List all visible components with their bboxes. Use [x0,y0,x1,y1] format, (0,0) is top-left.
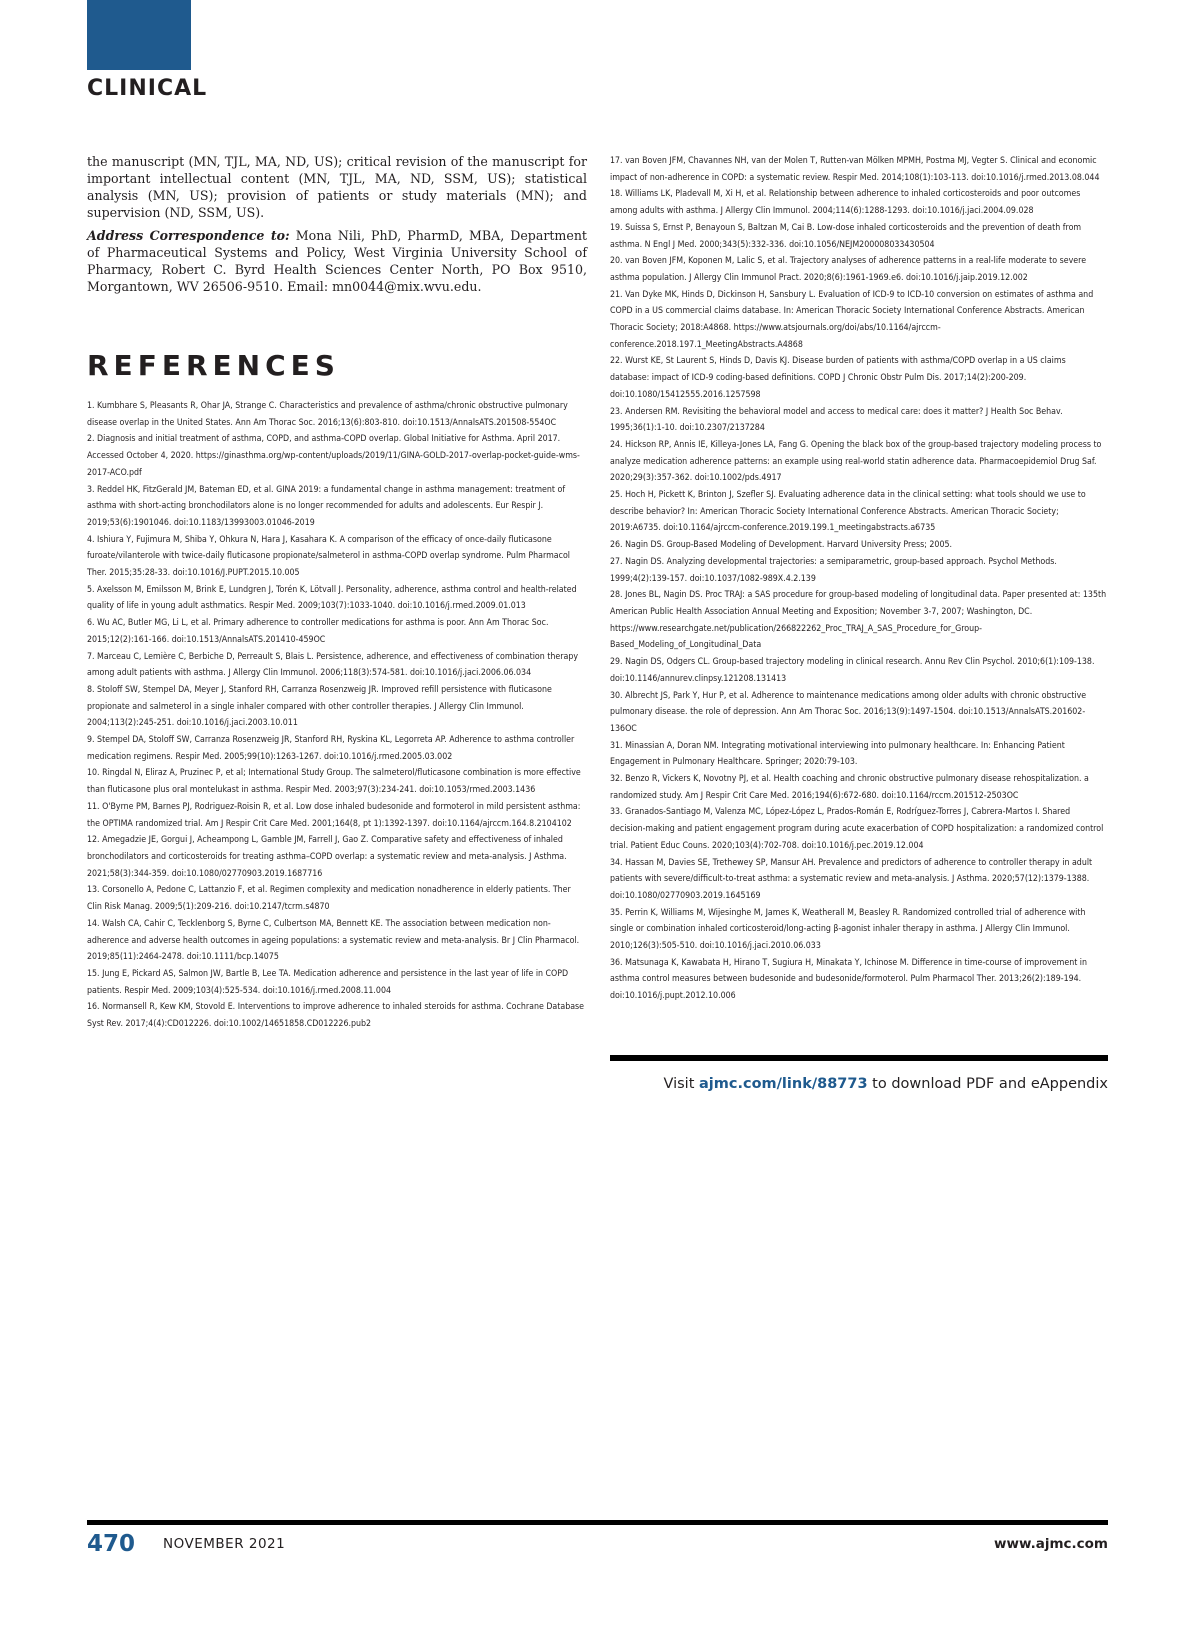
reference-item: 36. Matsunaga K, Kawabata H, Hirano T, Sugiura H, Minakata Y, Ichinose M. Difference in time-course of improvement in asthma control measures between budesonide and budesonide/formoterol. Pulm Pharmacol Ther. 2013;26(2):189-194. doi:10.1016/j.pupt.2012.10.006 [610,956,1088,1002]
reference-item: 35. Perrin K, Williams M, Wijesinghe M, James K, Weatherall M, Beasley R. Randomized controlled trial of adherence with single or combination inhaled corticosteroid/long-acting β-agonist inhaler therapy in asthma. J Allergy Clin Immunol. 2010;126(3):505-510. doi:10.1016/j.jaci.2010.06.033 [610,906,1086,952]
reference-item: 24. Hickson RP, Annis IE, Killeya-Jones LA, Fang G. Opening the black box of the group-based trajectory modeling process to analyze medication adherence patterns: an example using real-world statin adherence data. Pharmacoepidemiol Drug Saf. 2020;29(3):357-362. doi:10.1002/pds.4917 [610,438,1102,484]
website-link[interactable]: www.ajmc.com [994,1536,1108,1552]
reference-item: 2. Diagnosis and initial treatment of asthma, COPD, and asthma-COPD overlap. Global Initiative for Asthma. April 2017. Accessed October 4, 2020. https://ginasthma.org/wp-content/uploads/2019/11/GINA-GOLD-2017-overlap-pocket-guide-wms-2017-ACO.pdf [87,433,580,478]
reference-item: 15. Jung E, Pickard AS, Salmon JW, Bartle B, Lee TA. Medication adherence and persistence in the last year of life in COPD patients. Respir Med. 2009;103(4):525-534. doi:10.1016/j.rmed.2008.11.004 [87,967,569,996]
divider-rule [610,1055,1108,1061]
page-number: 470 [87,1531,136,1557]
references-list-left [87,398,587,1033]
reference-item: 8. Stoloff SW, Stempel DA, Meyer J, Stanford RH, Carranza Rosenzweig JR. Improved refill persistence with fluticasone propionate and salmeterol in a single inhaler compared with other controller therapies. J Allergy Clin Immunol. 2004;113(2):245-251. doi:10.1016/j.jaci.2003.10.011 [87,683,552,729]
references-list-right [610,153,1108,1005]
address-label: Address Correspondence to: [87,228,290,243]
section-color-tab [87,0,191,70]
reference-item: 19. Suissa S, Ernst P, Benayoun S, Baltzan M, Cai B. Low-dose inhaled corticosteroids and the prevention of death from asthma. N Engl J Med. 2000;343(5):332-336. doi:10.1056/NEJM200008033430504 [610,221,1082,250]
reference-item: 1. Kumbhare S, Pleasants R, Ohar JA, Strange C. Characteristics and prevalence of asthma/chronic obstructive pulmonary disease overlap in the United States. Ann Am Thorac Soc. 2016;13(6):803-810. doi:10.1513/AnnalsATS.201508-554OC [87,400,568,428]
reference-item: 13. Corsonello A, Pedone C, Lattanzio F, et al. Regimen complexity and medication nonadherence in elderly patients. Ther Clin Risk Manag. 2009;5(1):209-216. doi:10.2147/tcrm.s4870 [87,884,571,913]
right-column [610,153,1108,1005]
reference-item: 14. Walsh CA, Cahir C, Tecklenborg S, Byrne C, Culbertson MA, Bennett KE. The association between medication non-adherence and adverse health outcomes in ageing populations: a systematic review and meta-analysis. Br J Clin Pharmacol. 2019;85(11):2464-2478. doi:10.1111/bcp.14075 [87,917,580,963]
reference-item: 26. Nagin DS. Group-Based Modeling of Development. Harvard University Press; 2005. [610,539,953,551]
reference-item: 18. Williams LK, Pladevall M, Xi H, et al. Relationship between adherence to inhaled corticosteroids and poor outcomes among adults with asthma. J Allergy Clin Immunol. 2004;114(6):1288-1293. doi:10.1016/j.jaci.2004.09.028 [610,188,1081,217]
reference-item: 22. Wurst KE, St Laurent S, Hinds D, Davis KJ. Disease burden of patients with asthma/COPD overlap in a US claims database: impact of ICD-9 coding-based definitions. COPD J Chronic Obstr Pulm Dis. 2017;14(2):200-209. doi:10.1080/15412555.2016.1257598 [610,355,1066,400]
section-label: CLINICAL [87,76,208,101]
left-column [87,153,587,1033]
reference-item: 34. Hassan M, Davies SE, Trethewey SP, Mansur AH. Prevalence and predictors of adherence to controller therapy in adult patients with severe/difficult-to-treat asthma: a systematic review and meta-analysis. J Asthma. 2020;57(12):1379-1388. doi:10.1080/02770903.2019.1645169 [610,856,1093,901]
reference-item: 5. Axelsson M, Emilsson M, Brink E, Lundgren J, Torén K, Lötvall J. Personality, adherence, asthma control and health-related quality of life in young adult asthmatics. Respir Med. 2009;103(7):1033-1040. doi:10.1016/j.rmed.2009.01.013 [87,583,577,612]
reference-item: 32. Benzo R, Vickers K, Novotny PJ, et al. Health coaching and chronic obstructive pulmonary disease rehospitalization. a randomized study. Am J Respir Crit Care Med. 2016;194(6):672-680. doi:10.1164/rccm.201512-2503OC [610,773,1089,801]
visit-suffix: to download PDF and eAppendix [867,1076,1108,1092]
reference-item: 7. Marceau C, Lemière C, Berbiche D, Perreault S, Blais L. Persistence, adherence, and effectiveness of combination therapy among adult patients with asthma. J Allergy Clin Immunol. 2006;118(3):574-581. doi:10.1016/j.jaci.2006.06.034 [87,650,579,679]
reference-item: 12. Amegadzie JE, Gorgui J, Acheampong L, Gamble JM, Farrell J, Gao Z. Comparative safety and effectiveness of inhaled bronchodilators and corticosteroids for treating asthma–COPD overlap: a systematic review and meta-analysis. J Asthma. 2021;58(3):344-359. doi:10.1080/02770903.2019.1687716 [87,834,567,879]
references-heading: REFERENCES [87,349,340,382]
reference-item: 27. Nagin DS. Analyzing developmental trajectories: a semiparametric, group-based approach. Psychol Methods. 1999;4(2):139-157. doi:10.1037/1082-989X.4.2.139 [610,555,1057,584]
reference-item: 10. Ringdal N, Eliraz A, Pruzinec P, et al; International Study Group. The salmeterol/fluticasone combination is more effective than fluticasone plus oral montelukast in asthma. Respir Med. 2003;97(3):234-241. doi:10.1053/rmed.2003.1436 [87,767,581,796]
issue-date: NOVEMBER 2021 [163,1536,286,1552]
visit-prefix: Visit [663,1076,699,1092]
address-text: Mona Nili, PhD, PharmD, MBA, Department of Pharmaceutical Systems and Policy, West Virginia University School of Pharmacy, Robert C. Byrd Health Sciences Center North, PO Box 9510, Morgantown, WV 26506-9510. Email: mn0044@mix.wvu.edu. [87,228,587,294]
reference-item: 17. van Boven JFM, Chavannes NH, van der Molen T, Rutten-van Mölken MPMH, Postma MJ, Vegter S. Clinical and economic impact of non-adherence in COPD: a systematic review. Respir Med. 2014;108(1):103-113. doi:10.1016/j.rmed.2013.08.044 [610,155,1100,183]
reference-item: 23. Andersen RM. Revisiting the behavioral model and access to medical care: does it matter? J Health Soc Behav. 1995;36(1):1-10. doi:10.2307/2137284 [610,405,1063,434]
reference-item: 25. Hoch H, Pickett K, Brinton J, Szefler SJ. Evaluating adherence data in the clinical setting: what tools should we use to describe behavior? In: American Thoracic Society International Conference Abstracts. American Thoracic Society; 2019:A6735. doi:10.1164/ajrccm-conference.2019.199.1_meetingabstracts.a6735 [610,489,1086,534]
reference-item: 11. O'Byrne PM, Barnes PJ, Rodriguez-Roisin R, et al. Low dose inhaled budesonide and formoterol in mild persistent asthma: the OPTIMA randomized trial. Am J Respir Crit Care Med. 2001;164(8, pt 1):1392-1397. doi:10.1164/ajrccm.164.8.2104102 [87,800,581,829]
reference-item: 3. Reddel HK, FitzGerald JM, Bateman ED, et al. GINA 2019: a fundamental change in asthma management: treatment of asthma with short-acting bronchodilators alone is no longer recommended for adults and adolescents. Eur Respir J. 2019;53(6):1901046. doi:10.1183/13993003.01046-2019 [87,483,566,528]
reference-item: 16. Normansell R, Kew KM, Stovold E. Interventions to improve adherence to inhaled steroids for asthma. Cochrane Database Syst Rev. 2017;4(4):CD012226. doi:10.1002/14651858.CD012226.pub2 [87,1001,585,1030]
reference-item: 6. Wu AC, Butler MG, Li L, et al. Primary adherence to controller medications for asthma is poor. Ann Am Thorac Soc. 2015;12(2):161-166. doi:10.1513/AnnalsATS.201410-459OC [87,617,549,645]
reference-item: 20. van Boven JFM, Koponen M, Lalic S, et al. Trajectory analyses of adherence patterns in a real-life moderate to severe asthma population. J Allergy Clin Immunol Pract. 2020;8(6):1961-1969.e6. doi:10.1016/j.jaip.2019.12.002 [610,255,1087,283]
download-notice [610,1076,1108,1092]
reference-item: 28. Jones BL, Nagin DS. Proc TRAJ: a SAS procedure for group-based modeling of longitudinal data. Paper presented at: 135th American Public Health Association Annual Meeting and Exposition; November 3-7, 2007; Washington, DC. https://www.researchgate.net/publication/266822262_Proc_TRAJ_A_SAS_Procedure_for_Group-Based_Modeling_of_Longitudinal_Data [610,589,1107,651]
reference-item: 4. Ishiura Y, Fujimura M, Shiba Y, Ohkura N, Hara J, Kasahara K. A comparison of the efficacy of once-daily fluticasone furoate/vilanterole with twice-daily fluticasone propionate/salmeterol in asthma-COPD overlap syndrome. Pulm Pharmacol Ther. 2015;35:28-33. doi:10.1016/J.PUPT.2015.10.005 [87,533,570,579]
author-contributions: the manuscript (MN, TJL, MA, ND, US); critical revision of the manuscript for important intellectual content (MN, TJL, MA, ND, SSM, US); statistical analysis (MN, US); provision of patients or study materials (MN); and supervision (ND, SSM, US). [87,154,587,220]
correspondence-address [87,227,587,295]
reference-item: 9. Stempel DA, Stoloff SW, Carranza Rosenzweig JR, Stanford RH, Ryskina KL, Legorreta AP. Adherence to asthma controller medication regimens. Respir Med. 2005;99(10):1263-1267. doi:10.1016/j.rmed.2005.03.002 [87,734,575,762]
reference-item: 31. Minassian A, Doran NM. Integrating motivational interviewing into pulmonary healthcare. In: Enhancing Patient Engagement in Pulmonary Healthcare. Springer; 2020:79-103. [610,739,1065,768]
footer-rule [87,1520,1108,1525]
reference-item: 30. Albrecht JS, Park Y, Hur P, et al. Adherence to maintenance medications among older adults with chronic obstructive pulmonary disease. the role of depression. Ann Am Thorac Soc. 2016;13(9):1497-1504. doi:10.1513/AnnalsATS.201602-136OC [610,689,1087,734]
reference-item: 21. Van Dyke MK, Hinds D, Dickinson H, Sansbury L. Evaluation of ICD-9 to ICD-10 conversion on estimates of asthma and COPD in a US commercial claims database. In: American Thoracic Society International Conference Abstracts. American Thoracic Society; 2018:A4868. https://www.atsjournals.org/doi/abs/10.1164/ajrccm-conference.2018.197.1_MeetingAbstracts.A4868 [610,288,1094,350]
reference-item: 33. Granados-Santiago M, Valenza MC, López-López L, Prados-Román E, Rodríguez-Torres J, Cabrera-Martos I. Shared decision-making and patient engagement program during acute exacerbation of COPD hospitalization: a randomized control trial. Patient Educ Couns. 2020;103(4):702-708. doi:10.1016/j.pec.2019.12.004 [610,806,1104,851]
reference-item: 29. Nagin DS, Odgers CL. Group-based trajectory modeling in clinical research. Annu Rev Clin Psychol. 2010;6(1):109-138. doi:10.1146/annurev.clinpsy.121208.131413 [610,656,1095,684]
download-link[interactable]: ajmc.com/link/88773 [699,1076,868,1092]
